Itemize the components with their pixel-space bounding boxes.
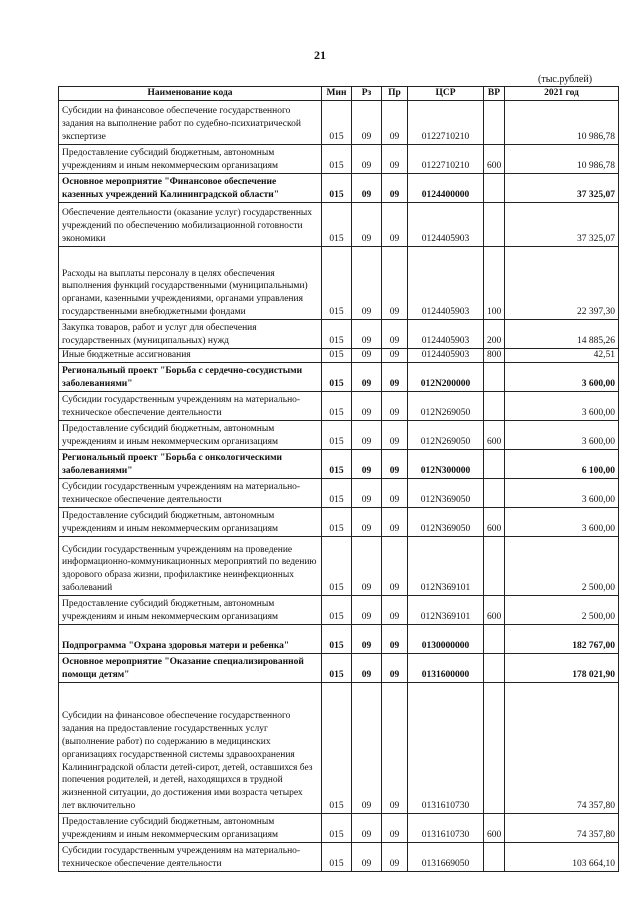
row-min: 015 <box>322 813 352 842</box>
row-vr <box>484 100 505 144</box>
row-vr: 100 <box>484 246 505 319</box>
row-pr: 09 <box>382 348 408 362</box>
row-pr: 09 <box>382 100 408 144</box>
header-vr: ВР <box>484 87 505 101</box>
row-sum: 103 664,10 <box>505 842 619 871</box>
row-pr: 09 <box>382 246 408 319</box>
row-sum: 10 986,78 <box>505 100 619 144</box>
table-row <box>59 682 619 813</box>
row-pr: 09 <box>382 653 408 682</box>
row-vr <box>484 842 505 871</box>
row-sum: 178 021,90 <box>505 653 619 682</box>
row-sum: 3 600,00 <box>505 420 619 449</box>
row-pr: 09 <box>382 813 408 842</box>
row-pr: 09 <box>382 319 408 348</box>
row-sum: 2 500,00 <box>505 595 619 624</box>
row-sum: 3 600,00 <box>505 478 619 507</box>
row-min: 015 <box>322 362 352 391</box>
row-csr: 012N300000 <box>408 449 484 478</box>
row-min: 015 <box>322 507 352 536</box>
row-csr: 0124405903 <box>408 202 484 246</box>
row-csr: 012N369050 <box>408 478 484 507</box>
header-name: Наименование кода <box>59 87 322 101</box>
row-pr: 09 <box>382 449 408 478</box>
row-vr <box>484 653 505 682</box>
row-min: 015 <box>322 653 352 682</box>
row-vr <box>484 173 505 202</box>
budget-table <box>58 86 619 872</box>
table-row <box>59 507 619 536</box>
row-rz: 09 <box>352 507 382 536</box>
row-sum: 14 885,26 <box>505 319 619 348</box>
row-csr: 0130000000 <box>408 624 484 653</box>
row-name: Иные бюджетные ассигнования <box>59 348 322 362</box>
row-min: 015 <box>322 595 352 624</box>
row-sum: 37 325,07 <box>505 173 619 202</box>
row-csr: 0131600000 <box>408 653 484 682</box>
row-name: Подпрограмма "Охрана здоровья матери и ребенка" <box>59 624 322 653</box>
table-row <box>59 202 619 246</box>
row-csr: 0122710210 <box>408 100 484 144</box>
row-pr: 09 <box>382 536 408 595</box>
row-name: Обеспечение деятельности (оказание услуг) государственных учреждений по обеспечению мобилизационной готовности экономики <box>59 202 322 246</box>
row-sum: 3 600,00 <box>505 391 619 420</box>
row-vr <box>484 478 505 507</box>
row-pr: 09 <box>382 202 408 246</box>
table-row <box>59 362 619 391</box>
row-vr: 200 <box>484 319 505 348</box>
row-rz: 09 <box>352 478 382 507</box>
row-rz: 09 <box>352 144 382 173</box>
row-sum: 3 600,00 <box>505 507 619 536</box>
row-min: 015 <box>322 682 352 813</box>
row-vr: 600 <box>484 420 505 449</box>
row-min: 015 <box>322 173 352 202</box>
header-rz: Рз <box>352 87 382 101</box>
row-rz: 09 <box>352 202 382 246</box>
row-min: 015 <box>322 348 352 362</box>
header-min: Мин <box>322 87 352 101</box>
row-min: 015 <box>322 624 352 653</box>
row-csr: 0124405903 <box>408 348 484 362</box>
row-pr: 09 <box>382 420 408 449</box>
row-name: Предоставление субсидий бюджетным, автономным учреждениям и иным некоммерческим организациям <box>59 813 322 842</box>
row-pr: 09 <box>382 173 408 202</box>
row-pr: 09 <box>382 507 408 536</box>
row-min: 015 <box>322 842 352 871</box>
row-min: 015 <box>322 391 352 420</box>
page-number: 21 <box>314 48 326 62</box>
row-name: Субсидии государственным учреждениям на материально-техническое обеспечение деятельности <box>59 842 322 871</box>
row-pr: 09 <box>382 362 408 391</box>
row-min: 015 <box>322 202 352 246</box>
table-row <box>59 624 619 653</box>
row-vr <box>484 391 505 420</box>
table-row <box>59 100 619 144</box>
row-name: Основное мероприятие "Оказание специализированной помощи детям" <box>59 653 322 682</box>
row-csr: 0124400000 <box>408 173 484 202</box>
row-name: Предоставление субсидий бюджетным, автономным учреждениям и иным некоммерческим организациям <box>59 595 322 624</box>
row-pr: 09 <box>382 842 408 871</box>
row-csr: 012N369101 <box>408 595 484 624</box>
row-sum: 2 500,00 <box>505 536 619 595</box>
row-csr: 012N369101 <box>408 536 484 595</box>
row-sum: 42,51 <box>505 348 619 362</box>
row-csr: 012N269050 <box>408 420 484 449</box>
table-row <box>59 536 619 595</box>
row-vr <box>484 624 505 653</box>
row-min: 015 <box>322 478 352 507</box>
row-vr <box>484 362 505 391</box>
table-row <box>59 348 619 362</box>
table-row <box>59 653 619 682</box>
row-rz: 09 <box>352 391 382 420</box>
header-year: 2021 год <box>505 87 619 101</box>
row-pr: 09 <box>382 144 408 173</box>
table-body <box>59 100 619 871</box>
row-rz: 09 <box>352 173 382 202</box>
row-vr <box>484 536 505 595</box>
row-pr: 09 <box>382 624 408 653</box>
row-rz: 09 <box>352 842 382 871</box>
header-pr: Пр <box>382 87 408 101</box>
row-vr <box>484 449 505 478</box>
row-name: Предоставление субсидий бюджетным, автономным учреждениям и иным некоммерческим организациям <box>59 507 322 536</box>
row-vr: 600 <box>484 595 505 624</box>
row-vr: 600 <box>484 813 505 842</box>
row-min: 015 <box>322 144 352 173</box>
row-rz: 09 <box>352 653 382 682</box>
row-rz: 09 <box>352 362 382 391</box>
row-name: Региональный проект "Борьба с сердечно-сосудистыми заболеваниями" <box>59 362 322 391</box>
table-row <box>59 449 619 478</box>
row-pr: 09 <box>382 391 408 420</box>
row-name: Региональный проект "Борьба с онкологическими заболеваниями" <box>59 449 322 478</box>
table-row <box>59 813 619 842</box>
header-csr: ЦСР <box>408 87 484 101</box>
row-sum: 10 986,78 <box>505 144 619 173</box>
row-name: Субсидии государственным учреждениям на материально-техническое обеспечение деятельности <box>59 478 322 507</box>
row-rz: 09 <box>352 420 382 449</box>
row-rz: 09 <box>352 624 382 653</box>
row-min: 015 <box>322 319 352 348</box>
row-vr: 600 <box>484 507 505 536</box>
row-pr: 09 <box>382 682 408 813</box>
row-pr: 09 <box>382 478 408 507</box>
table-row <box>59 246 619 319</box>
table-row <box>59 420 619 449</box>
row-sum: 6 100,00 <box>505 449 619 478</box>
row-name: Предоставление субсидий бюджетным, автономным учреждениям и иным некоммерческим организациям <box>59 144 322 173</box>
row-rz: 09 <box>352 449 382 478</box>
row-csr: 0124405903 <box>408 319 484 348</box>
row-sum: 3 600,00 <box>505 362 619 391</box>
row-min: 015 <box>322 100 352 144</box>
row-sum: 74 357,80 <box>505 682 619 813</box>
row-sum: 22 397,30 <box>505 246 619 319</box>
row-rz: 09 <box>352 246 382 319</box>
row-name: Субсидии государственным учреждениям на проведение информационно-коммуникационных мероприятий по ведению здорового образа жизни, профилактике неинфекционных заболеваний <box>59 536 322 595</box>
row-name: Субсидии на финансовое обеспечение государственного задания на выполнение работ по судебно-психиатрической экспертизе <box>59 100 322 144</box>
row-rz: 09 <box>352 682 382 813</box>
row-vr: 800 <box>484 348 505 362</box>
table-header-row <box>59 87 619 101</box>
row-sum: 74 357,80 <box>505 813 619 842</box>
row-rz: 09 <box>352 348 382 362</box>
row-pr: 09 <box>382 595 408 624</box>
row-sum: 37 325,07 <box>505 202 619 246</box>
row-name: Закупка товаров, работ и услуг для обеспечения государственных (муниципальных) нужд <box>59 319 322 348</box>
table-row <box>59 478 619 507</box>
row-name: Предоставление субсидий бюджетным, автономным учреждениям и иным некоммерческим организациям <box>59 420 322 449</box>
row-csr: 0124405903 <box>408 246 484 319</box>
row-rz: 09 <box>352 319 382 348</box>
row-name: Основное мероприятие "Финансовое обеспечение казенных учреждений Калининградской области" <box>59 173 322 202</box>
row-name: Субсидии государственным учреждениям на материально-техническое обеспечение деятельности <box>59 391 322 420</box>
row-name: Субсидии на финансовое обеспечение государственного задания на предоставление государственных услуг (выполнение работ) по содержанию в медицинских организациях государственной системы здравоохранения Калининградской области детей-сирот, детей, оставшихся без попечения родителей, и детей, находящихся в трудной жизненной ситуации, до достижения ими возраста четырех лет включительно <box>59 682 322 813</box>
row-sum: 182 767,00 <box>505 624 619 653</box>
table-row <box>59 319 619 348</box>
row-rz: 09 <box>352 536 382 595</box>
row-rz: 09 <box>352 595 382 624</box>
row-csr: 012N200000 <box>408 362 484 391</box>
row-min: 015 <box>322 420 352 449</box>
row-min: 015 <box>322 536 352 595</box>
row-name: Расходы на выплаты персоналу в целях обеспечения выполнения функций государственными (муниципальными) органами, казенными учреждениями, органами управления государственными внебюджетными фондами <box>59 246 322 319</box>
row-vr <box>484 682 505 813</box>
row-min: 015 <box>322 246 352 319</box>
row-vr <box>484 202 505 246</box>
table-row <box>59 842 619 871</box>
row-csr: 012N269050 <box>408 391 484 420</box>
row-rz: 09 <box>352 100 382 144</box>
row-rz: 09 <box>352 813 382 842</box>
row-min: 015 <box>322 449 352 478</box>
row-csr: 0131610730 <box>408 813 484 842</box>
row-vr: 600 <box>484 144 505 173</box>
row-csr: 012N369050 <box>408 507 484 536</box>
table-row <box>59 144 619 173</box>
row-csr: 0131669050 <box>408 842 484 871</box>
row-csr: 0131610730 <box>408 682 484 813</box>
table-row <box>59 391 619 420</box>
row-csr: 0122710210 <box>408 144 484 173</box>
units-label: (тыс.рублей) <box>538 74 593 85</box>
table-row <box>59 595 619 624</box>
table-row <box>59 173 619 202</box>
